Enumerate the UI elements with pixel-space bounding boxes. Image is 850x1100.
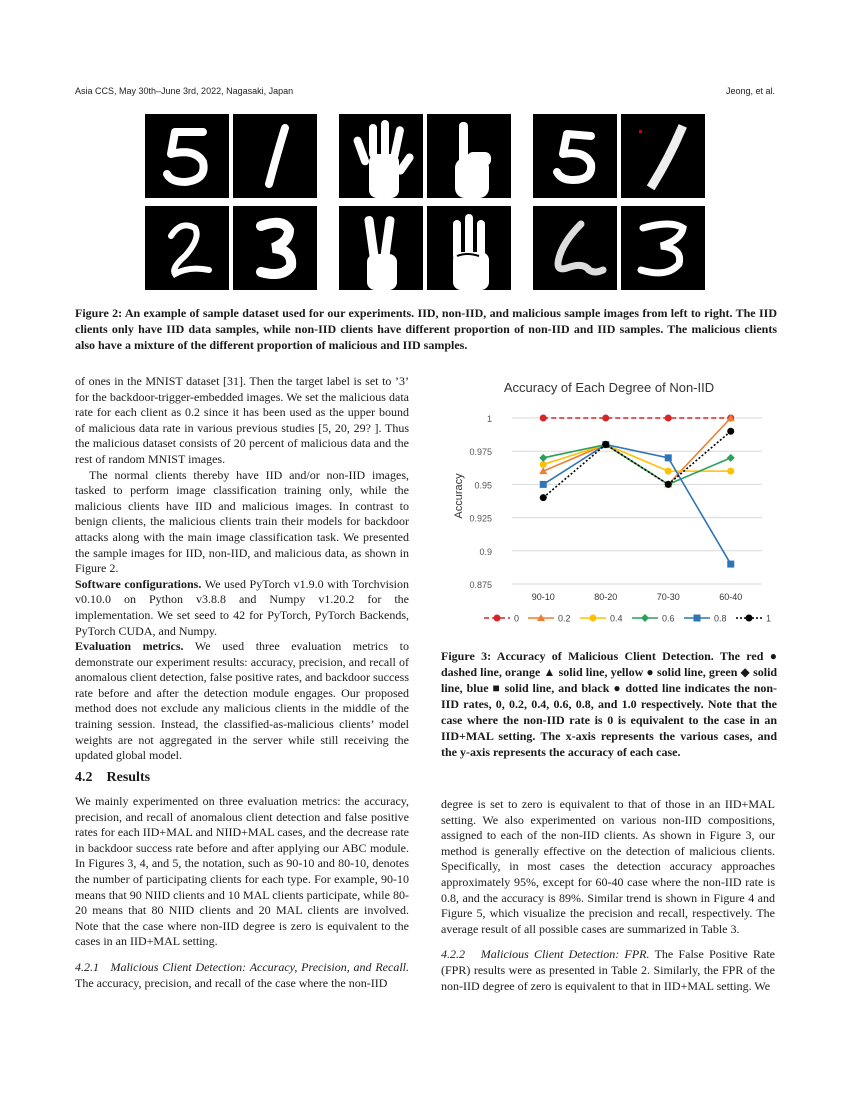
legend-item-0.2 (528, 614, 571, 624)
paragraph: degree is set to zero is equivalent to that of those in an IID+MAL setting. We also experimented on various non-IID compositions, assigned to each of the non-IID clients. As shown in Figure 3, our method is generally effective on the detection of malicious clients. Specifically, in most cases the detection accuracy approaches approximately 95%, except for 60-40 case where the non-IID rate is 0.8, and the accuracy is 89%. Similar trend is shown in Figure 4 and Figure 5, which visualize the precision and recall, respectively. The average result of all possible cases are summarized in Table 3. (441, 797, 775, 936)
malicious-digit-2-image (533, 206, 617, 290)
x-tick-label: 80-20 (594, 592, 618, 602)
paragraph: Software configurations. We used PyTorch v1.9.0 with Torchvision v0.10.0 on Python v3.8.8 and Numpy v1.20.2 for the implementation. We set seed to 42 for PyTorch, PyTorch Backends, PyTorch CUDA, and Numpy. (75, 576, 409, 638)
iid-digit-1-image (233, 114, 317, 198)
paragraph: Evaluation metrics. We used three evaluation metrics to demonstrate our experiment results: accuracy, precision, and recall of anomalous client detection, false positive rates, and backdoor success rate before and after the detection module engages. Our proposed method does not exclude any malicious clients in the middle of the training session. Instead, the classified-as-malicious clients’ model weights are not aggregated in the server while still receiving the updated global model. (75, 639, 409, 763)
paragraph: 4.2.2 Malicious Client Detection: FPR. The False Positive Rate (FPR) results were as presented in Table 2. Similarly, the FPR of the non-IID degree of zero is equivalent to that in IID+MAL setting. We (441, 947, 775, 993)
circle-marker-icon: ● (646, 665, 654, 679)
y-tick-label: 0.975 (469, 447, 492, 458)
point-marker (694, 615, 701, 622)
right-column-lower (441, 797, 775, 994)
triangle-marker-icon: ▲ (543, 665, 556, 679)
y-tick-label: 1 (486, 414, 492, 424)
figure-3-caption: Figure 3: Accuracy of Malicious Client Detection. The red ● dashed line, orange ▲ solid line, yellow ● solid line, green ◆ solid line, blue ■ solid line, and black ● dotted line indicates the non-IID rates, 0, 0.2, 0.4, 0.6, 0.8, and 1.0 respectively. Note that the case where the non-IID rate is 0 is equivalent to the case in an IID+MAL setting. The x-axis represents the various cases, and the y-axis represents the accuracy of each case. (441, 649, 778, 759)
y-tick-label: 0.9 (479, 546, 492, 557)
chart-title: Accuracy of Each Degree of Non-IID (503, 380, 715, 395)
point-marker (602, 415, 609, 422)
legend-item-0 (484, 614, 519, 624)
point-marker (540, 494, 547, 501)
x-tick-label: 70-30 (656, 592, 680, 602)
point-marker (665, 454, 672, 461)
paragraph: of ones in the MNIST dataset [31]. Then the target label is set to ’3’ for the backdoor-trigger-embedded images. We set the malicious data rate for each client as 0.2 since it has been used as the upper bound of malicious data rate in various previous studies [5, 20, 29? ]. Thus the malicious dataset consists of 20 percent of malicious data and the rest of random MNIST images. (75, 374, 409, 466)
figure-3-chart (442, 372, 776, 632)
point-marker (727, 428, 734, 435)
x-tick-label: 60-40 (719, 592, 743, 602)
point-marker (540, 415, 547, 422)
section-heading: 4.2 Results (75, 770, 151, 785)
run-in-heading: Evaluation metrics. (75, 639, 184, 654)
point-marker (727, 561, 734, 568)
point-marker (665, 468, 672, 475)
malicious-digit-5-image (533, 114, 617, 198)
point-marker (746, 615, 753, 622)
x-tick-label: 90-10 (531, 592, 555, 602)
point-marker (665, 415, 672, 422)
point-marker (641, 614, 649, 622)
left-column-lower (75, 794, 409, 991)
chart-legend (484, 614, 771, 624)
y-axis-ticks (469, 414, 492, 590)
noniid-hand-3-image (427, 206, 511, 290)
iid-digit-5-image (145, 114, 229, 198)
running-header-right: Jeong, et al. (725, 86, 775, 96)
point-marker (590, 615, 597, 622)
y-tick-label: 0.925 (469, 513, 492, 524)
legend-label: 0.6 (662, 613, 675, 624)
legend-label: 0.8 (714, 613, 727, 624)
y-tick-label: 0.95 (474, 480, 492, 491)
point-marker (494, 615, 501, 622)
figure-2-caption: Figure 2: An example of sample dataset used for our experiments. IID, non-IID, and malicious sample images from left to right. The IID clients only have IID data samples, while non-IID clients have different proportion of non-IID and IID samples. The malicious clients also have a mixture of the different proportion of malicious and IID samples. (75, 306, 777, 352)
noniid-hand-1-image (427, 114, 511, 198)
point-marker (727, 454, 735, 462)
iid-digit-3-image (233, 206, 317, 290)
circle-marker-icon: ● (613, 681, 622, 695)
run-in-heading: Software configurations. (75, 576, 202, 591)
point-marker (602, 441, 609, 448)
chart-gridlines (512, 418, 762, 584)
paragraph: We mainly experimented on three evaluation metrics: the accuracy, precision, and recall of anomalous client detection and false positive rates for each IID+MAL and NIID+MAL cases, and the decrease rate in backdoor success rate before and after applying our ABC module. In Figures 3, 4, and 5, the notation, such as 90-10 and 80-10, denotes the number of participating clients for each type. For example, 90-10 means that 90 NIID clients and 10 MAL clients participate, while 80-20 means that 80 NIID clients and 20 MAL clients are involved. Note that the case where non-IID degree is zero is equivalent to the cases in an IID+MAL setting. (75, 794, 409, 949)
accuracy-line-chart (442, 372, 776, 632)
malicious-digit-3-image (621, 206, 705, 290)
iid-digit-2-image (145, 206, 229, 290)
series-line (543, 445, 731, 565)
malicious-digit-1-trigger-image (621, 114, 705, 198)
legend-label: 1 (766, 613, 772, 624)
legend-label: 0.2 (558, 613, 571, 624)
legend-item-0.4 (580, 614, 623, 624)
legend-label: 0.4 (610, 613, 623, 624)
noniid-hand-2-image (339, 206, 423, 290)
y-tick-label: 0.875 (469, 580, 492, 590)
paragraph: The normal clients thereby have IID and/or non-IID images, tasked to perform image classification training only, while the malicious clients have IID and malicious images. In contrast to benign clients, the malicious clients train their models for backdoor attacks along with the main image classification task. We presented the sample images for IID, non-IID, and malicious data, as shown in Figure 2. (75, 467, 409, 576)
left-column-upper (75, 374, 409, 764)
legend-item-0.8 (684, 614, 727, 624)
diamond-marker-icon: ◆ (740, 665, 750, 679)
point-marker (539, 454, 547, 462)
point-marker (540, 481, 547, 488)
series-0.6 (539, 441, 735, 489)
y-axis-label: Accuracy (453, 473, 465, 519)
figure-2-images (145, 114, 745, 290)
point-marker (665, 481, 672, 488)
x-axis-ticks (532, 592, 743, 602)
subsection-heading: 4.2.1 Malicious Client Detection: Accuracy, Precision, and Recall. (75, 959, 409, 974)
subsection-heading: 4.2.2 Malicious Client Detection: FPR. (441, 947, 650, 962)
legend-label: 0 (514, 613, 520, 624)
chart-series (539, 414, 735, 568)
square-marker-icon: ■ (492, 681, 501, 695)
circle-marker-icon: ● (769, 649, 778, 663)
running-header-left: Asia CCS, May 30th–June 3rd, 2022, Nagasaki, Japan (75, 86, 294, 96)
paragraph: 4.2.1 Malicious Client Detection: Accuracy, Precision, and Recall. The accuracy, precision, and recall of the case where the non-IID (75, 959, 409, 990)
noniid-hand-5-image (339, 114, 423, 198)
point-marker (727, 468, 734, 475)
point-marker (540, 461, 547, 468)
legend-item-1 (736, 614, 771, 624)
legend-item-0.6 (632, 614, 675, 624)
